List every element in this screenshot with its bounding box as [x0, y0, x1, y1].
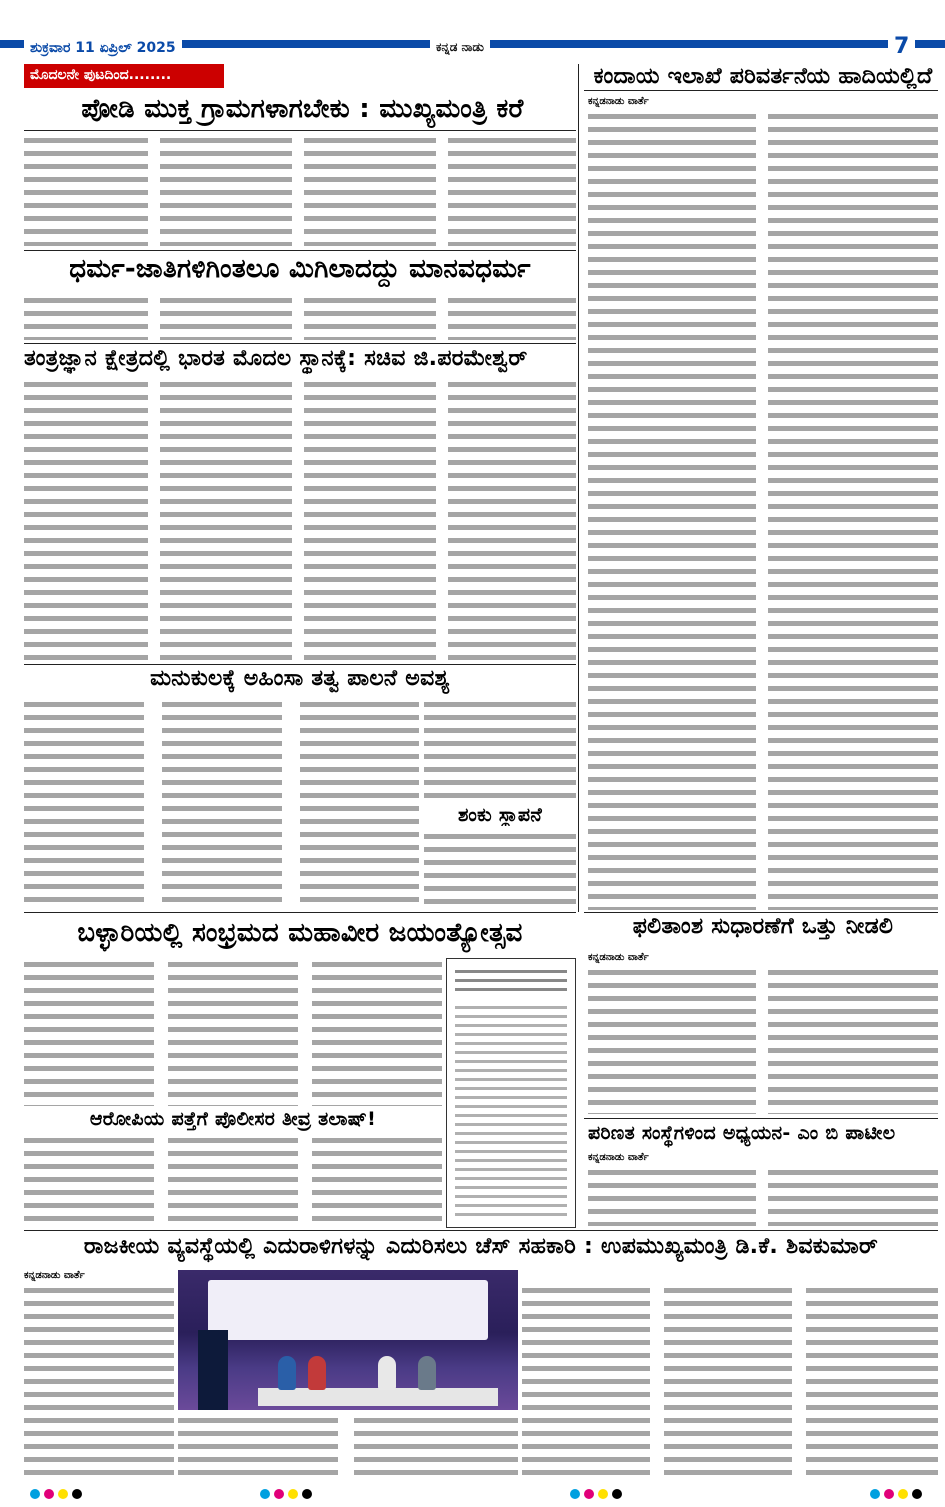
registration-mark — [260, 1489, 270, 1499]
divider — [24, 912, 576, 913]
divider — [24, 343, 576, 344]
registration-mark — [870, 1489, 880, 1499]
registration-mark — [44, 1489, 54, 1499]
legal-notice-box — [446, 958, 576, 1228]
headline-podi: ಪೋಡಿ ಮುಕ್ತ ಗ್ರಾಮಗಳಾಗಬೇಕು : ಮುಖ್ಯಮಂತ್ರಿ ಕರೆ — [81, 94, 524, 124]
registration-mark — [612, 1489, 622, 1499]
registration-mark — [30, 1489, 40, 1499]
section-kicker: ಮೊದಲನೇ ಪುಟದಿಂದ........ — [24, 64, 224, 88]
registration-mark — [598, 1489, 608, 1499]
article-chess-body — [24, 1284, 174, 1476]
divider — [584, 1118, 938, 1119]
article-police-body — [24, 1134, 442, 1226]
article-ahimsa-body-cont — [424, 698, 576, 800]
article-chess-body-right — [522, 1284, 938, 1476]
registration-mark — [288, 1489, 298, 1499]
byline: ಕನ್ನಡನಾಡು ವಾರ್ತೆ — [588, 1152, 649, 1163]
article-podi-body — [24, 134, 576, 246]
divider — [24, 664, 576, 665]
headline-shanku: ಶಂಕು ಸ್ಥಾಪನೆ — [457, 804, 543, 826]
headline-phalitamsha: ಫಲಿತಾಂಶ ಸುಧಾರಣೆಗೆ ಒತ್ತು ನೀಡಲಿ — [632, 914, 894, 939]
article-mahaveera-body — [24, 958, 442, 1106]
headline-kandaya: ಕಂದಾಯ ಇಲಾಖೆ ಪರಿವರ್ತನೆಯ ಹಾದಿಯಲ್ಲಿದೆ — [593, 64, 933, 89]
registration-mark — [898, 1489, 908, 1499]
issue-date: ಶುಕ್ರವಾರ 11 ಏಪ್ರಿಲ್ 2025 — [24, 40, 182, 56]
divider — [24, 130, 576, 131]
divider — [584, 912, 938, 913]
headline-mb-patil: ಪರಿಣತ ಸಂಸ್ಥೆಗಳಿಂದ ಅಧ್ಯಯನ- ಎಂ ಬಿ ಪಾಟೀಲ — [588, 1122, 896, 1144]
divider — [24, 250, 576, 251]
registration-mark — [584, 1489, 594, 1499]
byline: ಕನ್ನಡನಾಡು ವಾರ್ತೆ — [24, 1270, 85, 1281]
page-number: 7 — [888, 34, 915, 59]
divider — [24, 1230, 938, 1231]
page-header — [0, 0, 945, 62]
registration-mark — [302, 1489, 312, 1499]
registration-mark — [912, 1489, 922, 1499]
article-mb-patil-body — [588, 1166, 938, 1226]
registration-mark — [570, 1489, 580, 1499]
headline-police: ಆರೋಪಿಯ ಪತ್ತೆಗೆ ಪೊಲೀಸರ ತೀವ್ರ ತಲಾಷ್! — [89, 1108, 377, 1130]
registration-mark — [884, 1489, 894, 1499]
masthead: ಕನ್ನಡ ನಾಡು — [430, 40, 490, 55]
headline-chess: ರಾಜಕೀಯ ವ್ಯವಸ್ಥೆಯಲ್ಲಿ ಎದುರಾಳಿಗಳನ್ನು ಎದುರಿಸಲು ಚೆಸ್ ಸಹಕಾರಿ : ಉಪಮುಖ್ಯಮಂತ್ರಿ ಡಿ.ಕೆ. ಶಿವಕುಮಾರ್ — [83, 1234, 879, 1259]
divider — [584, 90, 938, 91]
headline-ahimsa: ಮನುಕುಲಕ್ಕೆ ಅಹಿಂಸಾ ತತ್ವ ಪಾಲನೆ ಅವಶ್ಯ — [150, 666, 450, 691]
event-photo — [178, 1270, 518, 1410]
headline-manavadharma: ಧರ್ಮ-ಜಾತಿಗಳಿಗಿಂತಲೂ ಮಿಗಿಲಾದದ್ದು ಮಾನವಧರ್ಮ — [69, 254, 531, 284]
article-kandaya-body — [588, 110, 938, 910]
article-chess-body-below-photo — [178, 1414, 518, 1476]
notice-text — [455, 1003, 567, 1219]
registration-mark — [58, 1489, 68, 1499]
byline: ಕನ್ನಡನಾಡು ವಾರ್ತೆ — [588, 952, 649, 963]
column-divider — [578, 64, 579, 912]
article-phalitamsha-body — [588, 966, 938, 1114]
article-manavadharma-body — [24, 294, 576, 340]
byline: ಕನ್ನಡನಾಡು ವಾರ್ತೆ — [588, 96, 649, 107]
headline-mahaveera: ಬಳ್ಳಾರಿಯಲ್ಲಿ ಸಂಭ್ರಮದ ಮಹಾವೀರ ಜಯಂತ್ಯೋತ್ಸವ — [77, 918, 523, 948]
registration-mark — [274, 1489, 284, 1499]
article-ahimsa-body — [24, 698, 419, 910]
notice-heading — [455, 967, 567, 995]
registration-mark — [72, 1489, 82, 1499]
article-shanku-body — [424, 830, 576, 910]
article-technology-body — [24, 378, 576, 660]
headline-technology: ತಂತ್ರಜ್ಞಾನ ಕ್ಷೇತ್ರದಲ್ಲಿ ಭಾರತ ಮೊದಲ ಸ್ಥಾನಕ್ಕೆ: ಸಚಿವ ಜಿ.ಪರಮೇಶ್ವರ್ — [24, 346, 528, 371]
